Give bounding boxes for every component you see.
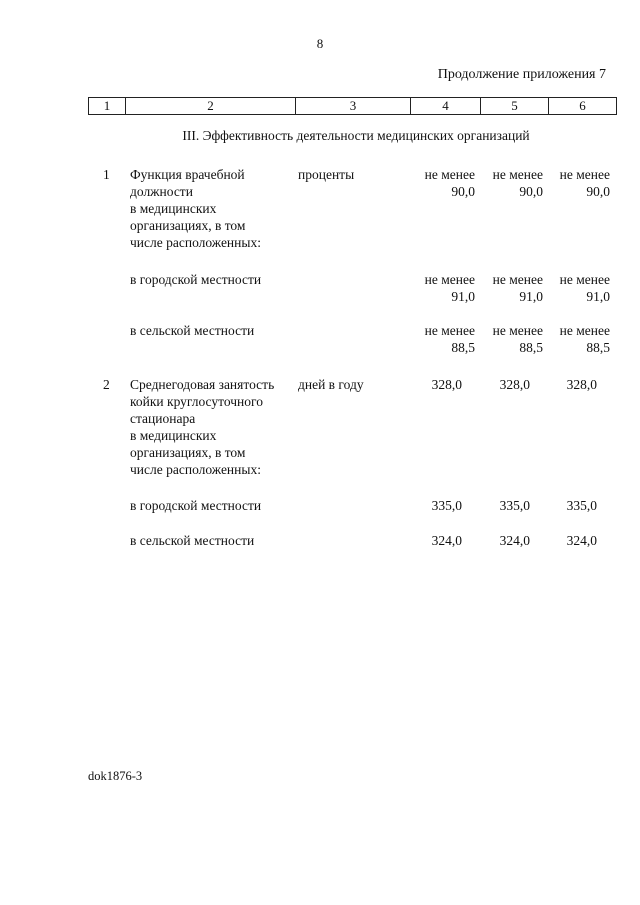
continuation-label: Продолжение приложения 7: [437, 67, 606, 82]
indicator-text: Функция врачебной должности в медицинских организациях, в том числе расположенных:: [130, 167, 261, 250]
page-number: 8: [316, 36, 324, 51]
unit-text: дней в году: [298, 377, 364, 392]
header-col-6: 6: [549, 98, 617, 115]
value-col-6: 335,0: [566, 498, 597, 513]
value-col-6: не менее 91,0: [559, 272, 610, 304]
row-number: 1: [103, 167, 110, 182]
value-col-4: не менее 88,5: [424, 323, 475, 355]
value-col-5: 324,0: [499, 533, 530, 548]
indicator-text: в городской местности: [130, 498, 262, 513]
value-col-5: 328,0: [499, 377, 530, 392]
document-code: dok1876-3: [88, 769, 143, 783]
value-col-4: 324,0: [431, 533, 462, 548]
value-col-6: не менее 88,5: [559, 323, 610, 355]
value-col-5: 335,0: [499, 498, 530, 513]
row-number: 2: [103, 377, 110, 392]
header-col-3: 3: [296, 98, 411, 115]
unit-text: проценты: [298, 167, 355, 182]
value-col-4: не менее 91,0: [424, 272, 475, 304]
header-col-1: 1: [89, 98, 126, 115]
value-col-4: не менее 90,0: [424, 167, 475, 199]
indicator-text: в сельской местности: [130, 323, 255, 338]
value-col-5: не менее 90,0: [492, 167, 543, 199]
value-col-6: 324,0: [566, 533, 597, 548]
value-col-5: не менее 88,5: [492, 323, 543, 355]
indicator-text: Среднегодовая занятость койки круглосуточного стационара в медицинских организациях, в том числе расположенных:: [130, 377, 275, 477]
value-col-4: 328,0: [431, 377, 462, 392]
indicator-text: в городской местности: [130, 272, 262, 287]
value-col-5: не менее 91,0: [492, 272, 543, 304]
header-col-4: 4: [411, 98, 481, 115]
value-col-6: не менее 90,0: [559, 167, 610, 199]
header-col-2: 2: [126, 98, 296, 115]
section-title: III. Эффективность деятельности медицинских организаций: [182, 128, 530, 143]
value-col-6: 328,0: [566, 377, 597, 392]
value-col-4: 335,0: [431, 498, 462, 513]
indicator-text: в сельской местности: [130, 533, 255, 548]
header-col-5: 5: [481, 98, 549, 115]
header-row: [89, 98, 617, 115]
column-number-header: [88, 97, 617, 115]
